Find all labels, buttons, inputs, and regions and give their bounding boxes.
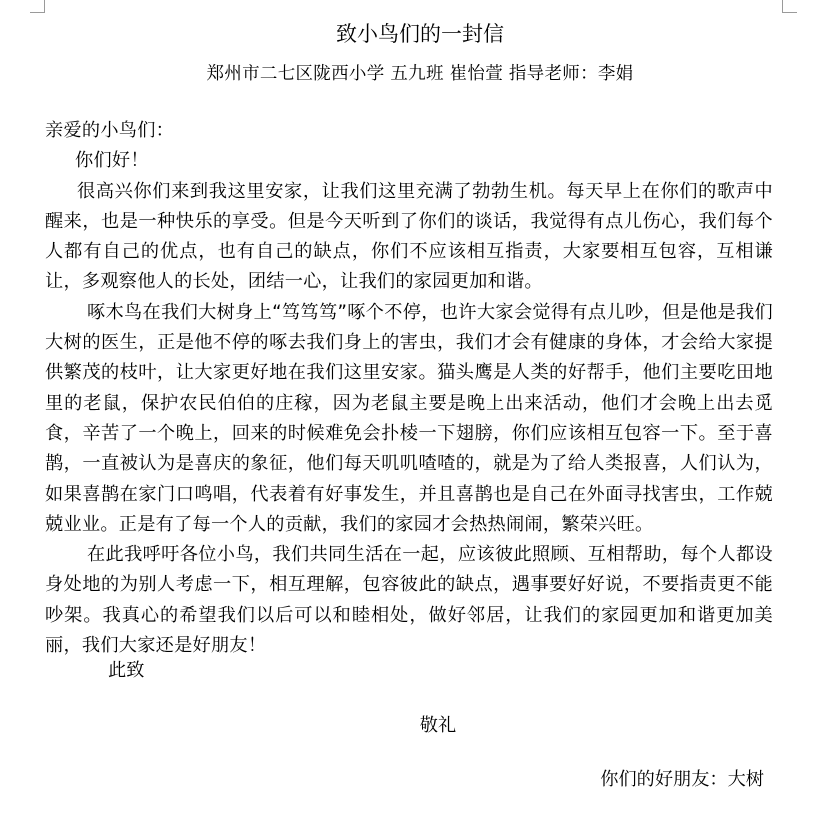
regards-phrase: 敬礼 bbox=[419, 715, 457, 736]
letter-body bbox=[45, 116, 773, 661]
paragraph-3: 在此我呼吁各位小鸟，我们共同生活在一起，应该彼此照顾、互相帮助，每个人都设身处地的为别人考虑一下，相互理解，包容彼此的缺点，遇事要好好说，不要指责更不能吵架。我真心的希望我们以后可以和睦相处，做好邻居，让我们的家园更加和谐更加美丽，我们大家还是好朋友！ bbox=[45, 544, 773, 657]
letter-title: 致小鸟们的一封信 bbox=[336, 22, 504, 46]
author-line: 郑州市二七区陇西小学 五九班 崔怡萱 指导老师：李娟 bbox=[206, 64, 634, 84]
page-corner-mark-right bbox=[782, 0, 797, 13]
salutation: 亲爱的小鸟们： bbox=[45, 120, 175, 141]
closing-phrase: 此致 bbox=[108, 660, 145, 681]
page-corner-mark-left bbox=[30, 0, 45, 13]
paragraph-1: 很高兴你们来到我这里安家，让我们这里充满了勃勃生机。每天早上在你们的歌声中醒来，也是一种快乐的享受。但是今天听到了你们的谈话，我觉得有点儿伤心，我们每个人都有自己的优点，也有自己的缺点，你们不应该相互指责，大家要相互包容，互相谦让，多观察他人的长处，团结一心，让我们的家园更加和谐。 bbox=[45, 180, 773, 293]
paragraph-2: 啄木鸟在我们大树身上“笃笃笃”啄个不停，也许大家会觉得有点儿吵，但是他是我们大树的医生，正是他不停的啄去我们身上的害虫，我们才会有健康的身体，才会给大家提供繁茂的枝叶，让大家更好地在我们这里安家。猫头鹰是人类的好帮手，他们主要吃田地里的老鼠，保护农民伯伯的庄稼，因为老鼠主要是晚上出来活动，他们才会晚上出去觅食，辛苦了一个晚上，回来的时候难免会扑棱一下翅膀，你们应该相互包容一下。至于喜鹊，一直被认为是喜庆的象征，他们每天叽叽喳喳的，就是为了给人类报喜，人们认为，如果喜鹊在家门口鸣唱，代表着有好事发生，并且喜鹊也是自己在外面寻找害虫，工作兢兢业业。正是有了每一个人的贡献，我们的家园才会热热闹闹，繁荣兴旺。 bbox=[45, 301, 773, 535]
signature: 你们的好朋友：大树 bbox=[600, 769, 764, 790]
greeting: 你们好！ bbox=[75, 150, 149, 172]
